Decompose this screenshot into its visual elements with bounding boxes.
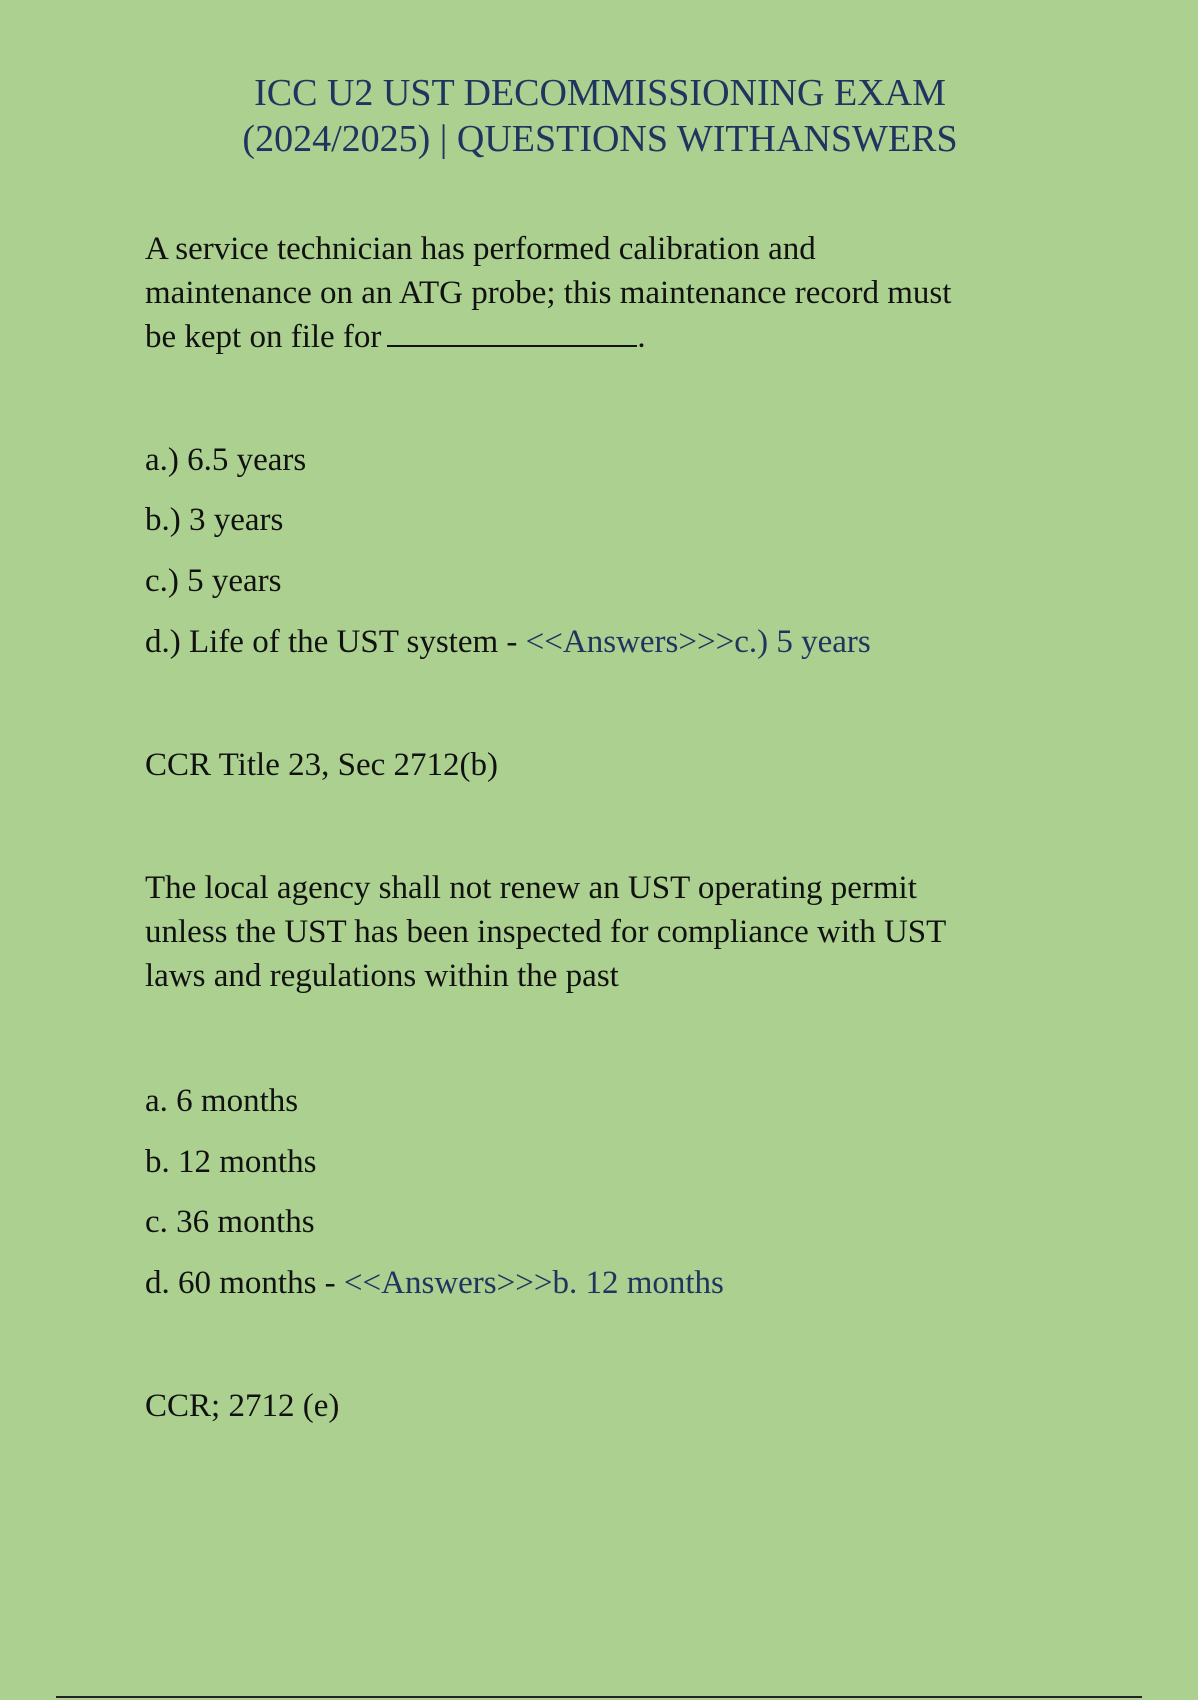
question-2-answer: <<Answers>>>b. 12 months bbox=[343, 1265, 724, 1301]
question-1-text bbox=[145, 227, 1065, 359]
question-2-option-d-text: d. 60 months - bbox=[145, 1265, 344, 1301]
question-2-line-1: The local agency shall not renew an UST operating permit bbox=[145, 870, 917, 906]
question-2-option-d bbox=[145, 1261, 1065, 1305]
question-1-option-b: b.) 3 years bbox=[145, 502, 284, 538]
question-1-option-c: c.) 5 years bbox=[145, 563, 282, 599]
question-2-text bbox=[145, 866, 1065, 998]
question-1-line-1: A service technician has performed calibration and bbox=[145, 231, 816, 267]
question-1-line-3-prefix: be kept on file for bbox=[145, 319, 382, 355]
question-2-line-3: laws and regulations within the past bbox=[145, 958, 619, 994]
question-1-line-3 bbox=[145, 315, 1065, 359]
question-1-reference: CCR Title 23, Sec 2712(b) bbox=[145, 747, 498, 783]
question-1-option-d bbox=[145, 620, 1065, 664]
footer-divider bbox=[56, 1696, 1142, 1698]
question-2-option-b: b. 12 months bbox=[145, 1144, 317, 1180]
title-line-2: (2024/2025) | QUESTIONS WITHANSWERS bbox=[242, 118, 958, 160]
question-1-answer: <<Answers>>>c.) 5 years bbox=[525, 624, 871, 660]
question-1-option-a: a.) 6.5 years bbox=[145, 442, 307, 478]
question-2-option-c: c. 36 months bbox=[145, 1204, 315, 1240]
question-2-line-2: unless the UST has been inspected for compliance with UST bbox=[145, 914, 947, 950]
title-line-1: ICC U2 UST DECOMMISSIONING EXAM bbox=[254, 72, 946, 114]
question-2-reference: CCR; 2712 (e) bbox=[145, 1388, 340, 1424]
question-1-line-2: maintenance on an ATG probe; this maintenance record must bbox=[145, 275, 952, 311]
question-1-line-3-suffix: . bbox=[637, 319, 646, 355]
question-1-option-d-text: d.) Life of the UST system - bbox=[145, 624, 526, 660]
answer-blank bbox=[387, 315, 637, 347]
document-title bbox=[0, 70, 1200, 162]
question-2-option-a: a. 6 months bbox=[145, 1083, 299, 1119]
